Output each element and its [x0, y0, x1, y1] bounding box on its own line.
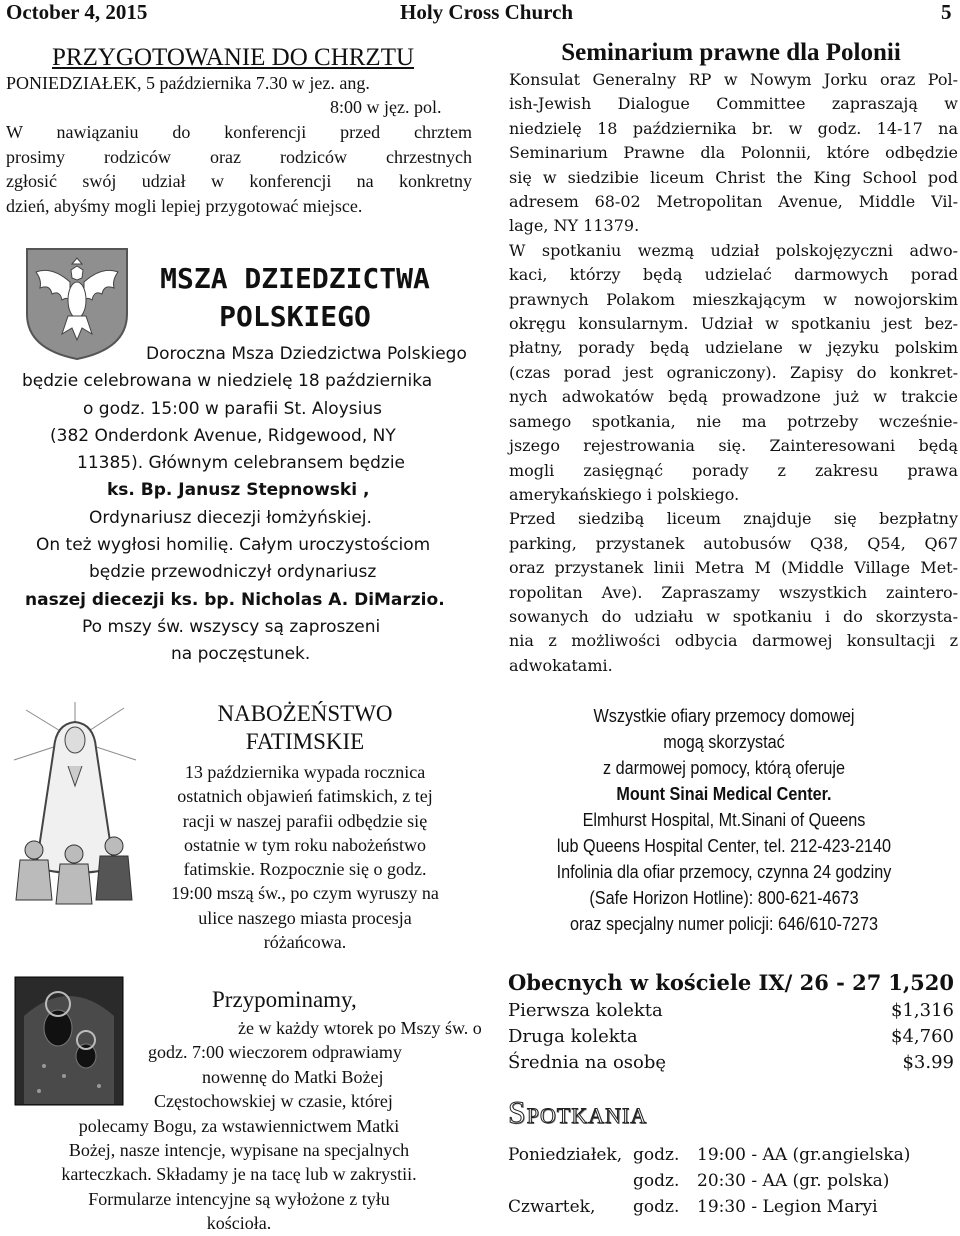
- header-church: Holy Cross Church: [400, 0, 574, 24]
- msza-line: Ordynariusz diecezji łomżyńskiej.: [89, 507, 372, 528]
- fatimskie-body: [135, 760, 475, 954]
- chrzest-schedule-line: 8:00 w jęz. pol.: [330, 97, 442, 117]
- seminarium-line: niedzielę 18 października br. w godz. 14-17 na: [509, 118, 958, 138]
- chrzest-body: [6, 120, 472, 218]
- chrzest-body-line: dzień, abyśmy mogli lepiej przygotować miejsce.: [6, 195, 363, 216]
- przemoc-line: (Safe Horizon Hotline): 800-621-4673: [589, 888, 859, 908]
- fatimskie-line: ulice naszego miasta procesja: [198, 907, 412, 928]
- msza-line: Doroczna Msza Dziedzictwa Polskiego: [146, 344, 467, 364]
- seminarium-line: W spotkaniu wezmą udział polskojęzyczni adwo-: [509, 240, 958, 260]
- seminarium-line: ropolitan Ave). Zapraszamy wszystkich zaintero-: [509, 582, 958, 602]
- przemoc-line: Infolinia dla ofiar przemocy, czynna 24 godziny: [556, 862, 892, 882]
- przypominamy-title: Przypominamy,: [212, 987, 357, 1012]
- seminarium-title: Seminarium prawne dla Polonii: [561, 39, 901, 66]
- our-lady-of-fatima-illustration: [6, 700, 144, 920]
- header-date: October 4, 2015: [6, 0, 148, 24]
- przemoc-line: oraz specjalny numer policji: 646/610-7273: [570, 914, 878, 934]
- przemoc-notice: [510, 703, 938, 937]
- msza-line: o godz. 15:00 w parafii St. Aloysius: [83, 398, 382, 419]
- msza-line: będzie celebrowana w niedzielę 18 października: [22, 371, 433, 392]
- spotkania-godz: godz.: [633, 1197, 680, 1217]
- przypominamy-line: karteczkach. Składamy je na tacę lub w zakrystii.: [61, 1164, 417, 1185]
- chrzest-body-line: prosimy rodziców oraz rodziców chrzestnych: [6, 146, 472, 167]
- spotkania-entry: 19:30 - Legion Maryi: [697, 1197, 878, 1217]
- seminarium-line: sowanych do udziału w spotkaniu i do skorzysta-: [509, 606, 958, 626]
- chrzest-body-line: W nawiązaniu do konferencji przed chrztem: [6, 122, 472, 142]
- fatimskie-title: FATIMSKIE: [245, 729, 365, 754]
- spotkania-day: Poniedziałek,: [508, 1145, 623, 1165]
- msza-title: POLSKIEGO: [219, 300, 371, 333]
- przemoc-line: z darmowej pomocy, którą oferuje: [603, 758, 845, 778]
- przypominamy-line: nowennę do Matki Bożej: [202, 1066, 384, 1087]
- przypominamy-line: że w każdy wtorek po Mszy św. o: [238, 1018, 482, 1038]
- seminarium-line: mogli zasięgnąć porady z zakresu prawa: [509, 460, 958, 480]
- seminarium-line: Konsulat Generalny RP w Nowym Jorku oraz Pol-: [509, 70, 958, 89]
- przypominamy-line: Częstochowskiej w czasie, której: [154, 1091, 393, 1112]
- przypominamy-line: godz. 7:00 wieczorem odprawiamy: [148, 1042, 402, 1063]
- fatimskie-title: NABOŻEŃSTWO: [217, 701, 393, 726]
- przemoc-line: lub Queens Hospital Center, tel. 212-423-2140: [556, 836, 892, 856]
- msza-line: naszej diecezji ks. bp. Nicholas A. DiMarzio.: [25, 589, 445, 610]
- spotkania-title: Spotkania: [508, 1094, 648, 1130]
- kolekta-row-value: $4,760: [891, 1026, 954, 1047]
- przemoc-line: Elmhurst Hospital, Mt.Sinani of Queens: [582, 810, 866, 830]
- kolekta-attendance-label: Obecnych w kościele IX/ 26 - 27: [508, 970, 882, 995]
- przemoc-line: Mount Sinai Medical Center.: [616, 784, 832, 804]
- msza-title: MSZA DZIEDZICTWA: [160, 262, 430, 295]
- przypominamy-body: [6, 1016, 482, 1236]
- msza-line: (382 Onderdonk Avenue, Ridgewood, NY: [50, 425, 396, 446]
- seminarium-body: [509, 68, 958, 678]
- seminarium-line: oraz przystanek linii Metra M (Middle Village Met-: [509, 558, 958, 578]
- msza-line: na poczęstunek.: [171, 644, 311, 665]
- kolekta-row-label: Pierwsza kolekta: [508, 1000, 663, 1021]
- fatimskie-line: ostatnich objawień fatimskich, z tej: [177, 786, 433, 807]
- fatimskie-line: 13 października wypada rocznica: [184, 762, 426, 782]
- seminarium-line: (czas porad jest ograniczony). Zapisy do konkret-: [509, 362, 958, 382]
- fatimskie-line: różańcowa.: [263, 932, 347, 953]
- przemoc-line: mogą skorzystać: [663, 732, 785, 752]
- przemoc-line: Wszystkie ofiary przemocy domowej: [593, 706, 855, 726]
- spotkania-godz: godz.: [633, 1145, 680, 1165]
- seminarium-line: Seminarium Prawne dla Polonnii, które odbędzie: [509, 143, 958, 163]
- seminarium-line: Przed siedzibą liceum znajduje się bezpłatny: [509, 509, 958, 529]
- seminarium-line: nych adwokatów będą prowadzone już w trakcie: [509, 387, 958, 407]
- chrzest-schedule-line: PONIEDZIAŁEK, 5 października 7.30 w jez. ang.: [6, 73, 370, 93]
- spotkania-godz: godz.: [633, 1171, 680, 1191]
- seminarium-line: okręgu konsularnym. Udział w spotkaniu jest bez-: [509, 314, 958, 334]
- kolekta-row-value: $3.99: [902, 1052, 954, 1073]
- seminarium-line: samego spotkania, nie ma potrzeby wcześnie-: [509, 411, 958, 431]
- fatimskie-line: fatimskie. Rozpocznie się o godz.: [183, 859, 427, 880]
- seminarium-line: płatny, porady będą udzielane w języku polskim: [509, 338, 958, 358]
- msza-line: ks. Bp. Janusz Stepnowski ,: [107, 480, 370, 501]
- kolekta-attendance-value: 1,520: [888, 970, 954, 995]
- seminarium-line: się w siedzibie liceum Christ the King School pod: [509, 167, 958, 187]
- fatimskie-line: 19:00 mszą św., po czym wyruszy na: [171, 883, 439, 904]
- chrzest-title: PRZYGOTOWANIE DO CHRZTU: [52, 44, 415, 71]
- kolekta-row-value: $1,316: [891, 1000, 954, 1021]
- fatimskie-line: ostatnie w tym roku nabożeństwo: [184, 834, 426, 855]
- przypominamy-line: Formularze intencyjne są wyłożone z tyłu: [88, 1188, 390, 1209]
- przypominamy-line: polecamy Bogu, za wstawiennictwem Matki: [78, 1115, 400, 1136]
- seminarium-line: adresem 68-02 Metropolitan Avenue, Middle Vil-: [509, 192, 958, 212]
- fatimskie-line: racji w naszej parafii odbędzie się: [182, 810, 428, 831]
- msza-line: On też wygłosi homilię. Całym uroczystościom: [36, 535, 431, 556]
- seminarium-line: ish-Jewish Dialogue Committee zapraszają w: [509, 94, 958, 114]
- kolekta-row-label: Druga kolekta: [508, 1026, 638, 1047]
- przypominamy-line: Bożej, nasze intencje, wypisane na specjalnych: [68, 1140, 410, 1161]
- msza-line: 11385). Głównym celebransem będzie: [77, 453, 406, 474]
- seminarium-line: adwokatami.: [509, 655, 613, 675]
- msza-body: [0, 341, 480, 669]
- spotkania-day: Czwartek,: [508, 1197, 596, 1217]
- seminarium-line: nia z możliwości odbycia darmowej konsultacji z: [509, 631, 958, 651]
- kolekta-row-label: Średnia na osobę: [508, 1052, 667, 1073]
- msza-line: będzie przewodniczył ordynariusz: [89, 562, 377, 583]
- seminarium-line: prawnych Polakom mieszkającym w nowojorskim: [509, 289, 958, 309]
- seminarium-line: lage, NY 11379.: [509, 216, 640, 236]
- przypominamy-line: kościoła.: [206, 1213, 272, 1234]
- chrzest-body-line: zgłosić swój udział w konferencji na konkretny: [6, 171, 472, 191]
- seminarium-line: jszego rejestrowania się. Zainteresowani będą: [509, 436, 958, 456]
- msza-line: Po mszy św. wszyscy są zaproszeni: [82, 616, 381, 637]
- spotkania-entry: 19:00 - AA (gr.angielska): [697, 1145, 911, 1165]
- seminarium-line: amerykańskiego i polskiego.: [509, 484, 740, 504]
- spotkania-entry: 20:30 - AA (gr. polska): [697, 1171, 890, 1191]
- seminarium-line: parking, przystanek autobusów Q38, Q54, Q67: [509, 533, 958, 553]
- header-page-number: 5: [941, 0, 952, 24]
- seminarium-line: kaci, którzy będą udzielać darmowych porad: [509, 265, 958, 285]
